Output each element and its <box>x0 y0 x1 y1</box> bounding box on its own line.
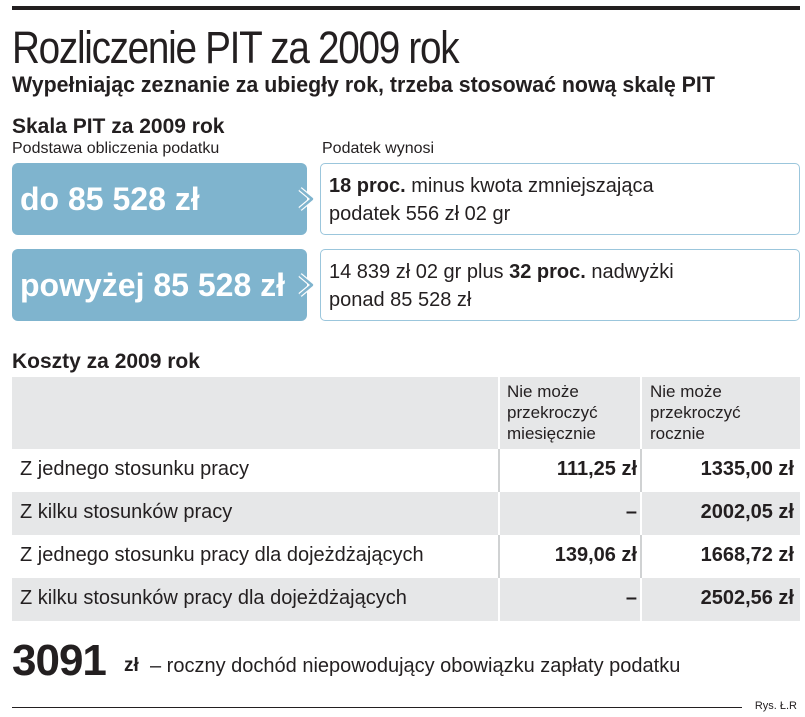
header-monthly-line: przekroczyć <box>507 403 598 422</box>
bracket-tax-2-prefix: 14 839 zł 02 gr plus <box>329 261 510 283</box>
column-divider <box>640 449 642 492</box>
table-row <box>12 535 800 578</box>
row-label: Z kilku stosunków pracy dla dojeżdżających <box>20 587 407 609</box>
column-divider <box>498 449 500 492</box>
row-monthly-value: – <box>625 587 637 609</box>
credit: Rys. Ł.R <box>754 700 797 712</box>
column-divider <box>498 535 500 578</box>
header-monthly <box>507 381 598 444</box>
costs-table-header <box>12 377 800 449</box>
base-column-caption: Podstawa obliczenia podatku <box>12 140 220 157</box>
bracket-tax-1-line1 <box>329 172 791 200</box>
bracket-tax-1-line2: podatek 556 zł 02 gr <box>329 203 511 225</box>
footer-text: – roczny dochód niepowodujący obowiązku zapłaty podatku <box>150 655 681 677</box>
header-monthly-line: miesięcznie <box>507 424 596 443</box>
row-monthly-value: 111,25 zł <box>556 458 637 480</box>
header-monthly-line: Nie może <box>507 382 579 401</box>
scale-heading: Skala PIT za 2009 rok <box>12 115 225 138</box>
row-yearly-value: 1335,00 zł <box>700 458 794 480</box>
chevron-right-icon <box>296 273 320 297</box>
column-divider <box>640 578 642 621</box>
header-yearly-line: przekroczyć <box>650 403 741 422</box>
column-divider <box>498 492 500 535</box>
row-monthly-value: 139,06 zł <box>554 544 637 566</box>
column-divider <box>640 492 642 535</box>
chevron-right-icon <box>296 187 320 211</box>
page-subtitle: Wypełniając zeznanie za ubiegły rok, trzeba stosować nową skalę PIT <box>12 72 715 97</box>
row-monthly-value: – <box>625 501 637 523</box>
bracket-tax-2 <box>320 249 800 321</box>
bracket-base-1: do 85 528 zł <box>12 163 307 235</box>
row-yearly-value: 2502,56 zł <box>700 587 794 609</box>
table-row <box>12 449 800 492</box>
column-divider <box>498 578 500 621</box>
row-yearly-value: 1668,72 zł <box>700 544 794 566</box>
column-divider <box>640 535 642 578</box>
table-row <box>12 492 800 535</box>
header-yearly <box>650 381 741 444</box>
column-divider <box>640 377 642 449</box>
bracket-rate-2: 32 proc. <box>509 261 586 283</box>
top-rule <box>12 6 800 10</box>
header-yearly-line: rocznie <box>650 424 705 443</box>
bracket-tax-2-text: nadwyżki <box>585 261 674 283</box>
bracket-tax-1-text: minus kwota zmniejszająca <box>405 175 654 197</box>
header-yearly-line: Nie może <box>650 382 722 401</box>
row-label: Z jednego stosunku pracy <box>20 458 250 480</box>
footer-amount: 3091 <box>12 636 106 685</box>
row-label: Z kilku stosunków pracy <box>20 501 233 523</box>
bottom-rule <box>12 707 742 708</box>
bracket-tax-2-line2: ponad 85 528 zł <box>329 289 472 311</box>
bracket-tax-1 <box>320 163 800 235</box>
table-row <box>12 578 800 621</box>
tax-column-caption: Podatek wynosi <box>322 140 435 157</box>
footer-unit: zł <box>124 655 139 676</box>
page-title: Rozliczenie PIT za 2009 rok <box>12 22 459 73</box>
bracket-base-2: powyżej 85 528 zł <box>12 249 307 321</box>
column-divider <box>498 377 500 449</box>
costs-table <box>12 377 800 621</box>
bracket-rate-1: 18 proc. <box>329 175 406 197</box>
row-yearly-value: 2002,05 zł <box>700 501 794 523</box>
costs-heading: Koszty za 2009 rok <box>12 350 200 373</box>
bracket-tax-2-line1 <box>329 258 791 286</box>
row-label: Z jednego stosunku pracy dla dojeżdżających <box>20 544 424 566</box>
